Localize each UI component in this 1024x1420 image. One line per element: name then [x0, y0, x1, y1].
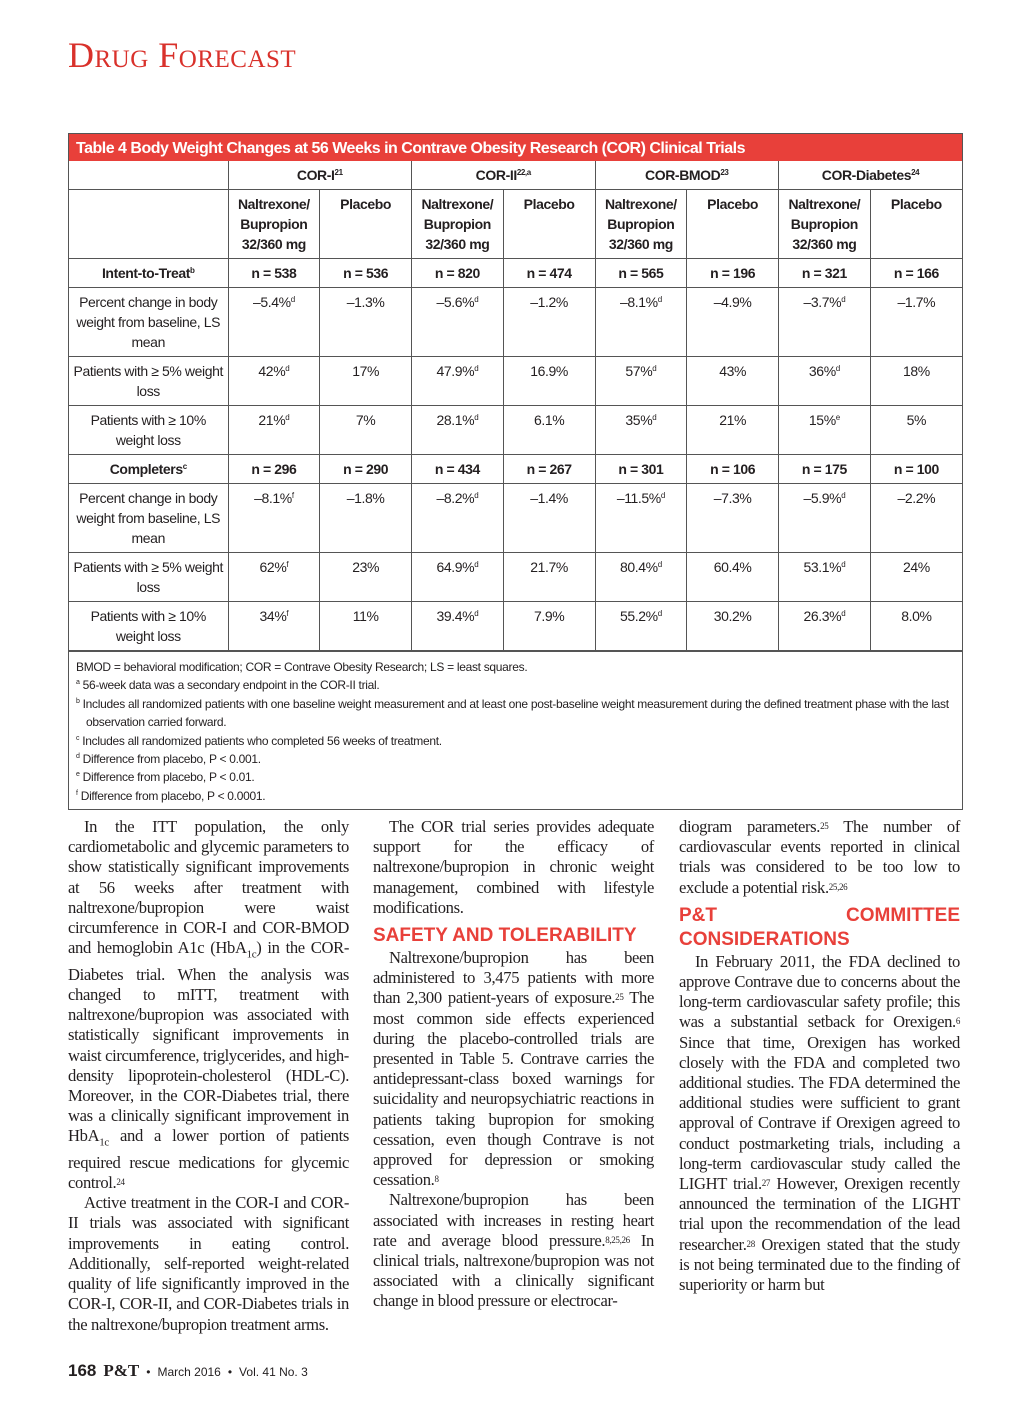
footnote-marker: e — [835, 413, 840, 422]
arm-placebo-header: Placebo — [870, 190, 962, 259]
row-label-text: Patients with ≥ 10% weight loss — [90, 412, 206, 448]
cell-value: –5.4% — [252, 294, 291, 310]
page-number: 168 — [68, 1361, 97, 1380]
table-cell — [503, 288, 595, 357]
table-cell — [779, 288, 871, 357]
footnote-marker: d — [657, 295, 662, 304]
table-cell — [412, 455, 504, 484]
text-run: Orexigen stated that the study is not being terminated due to the finding of superiority or harm but — [679, 1234, 960, 1295]
footnote-marker: d — [474, 609, 479, 618]
arm-line: Naltrexone/ — [421, 196, 494, 212]
text-column-2 — [373, 817, 654, 1312]
table-cell — [595, 455, 687, 484]
table-cell — [779, 553, 871, 602]
cell-value: 15% — [808, 412, 836, 428]
footnote — [76, 787, 955, 805]
text-run: In clinical trials, naltrexone/bupropion was not associated with a clinically significant change in blood pressure or electrocar- — [373, 1230, 654, 1311]
text-run: The COR trial series provides adequate support for the efficacy of naltrexone/bupropion in chronic weight management, combined with lifestyle modifications. — [373, 817, 654, 917]
cell-value: 17% — [352, 363, 380, 379]
table-cell — [595, 484, 687, 553]
table-cell — [320, 484, 412, 553]
text-run: SAFETY AND TOLERABILITY — [373, 925, 637, 947]
table-cell — [779, 357, 871, 406]
cell-value: 30.2% — [713, 608, 752, 624]
table-cell — [412, 553, 504, 602]
footnote-text: Includes all randomized patients who completed 56 weeks of treatment. — [82, 733, 442, 748]
table-cell — [228, 288, 320, 357]
group-header-row — [69, 161, 962, 190]
arm-line: Naltrexone/ — [237, 196, 310, 212]
table-cell — [412, 484, 504, 553]
table-cell — [503, 455, 595, 484]
footnote-marker: d — [474, 491, 479, 500]
footnote — [76, 732, 955, 750]
table-cell — [595, 259, 687, 288]
footnote-marker: 24 — [911, 168, 920, 177]
text-run: In the ITT population, the only cardiometabolic and glycemic parameters to show statistically significant improvements at 56 weeks after treatment with naltrexone/bupropion were waist circumference in COR-I and COR-BMOD and hemoglobin A1c (HbA — [68, 817, 349, 958]
arm-line: 32/360 mg — [241, 236, 306, 252]
footnote-marker: b — [190, 266, 195, 275]
footnote-marker: c — [182, 462, 187, 471]
table-cell — [228, 455, 320, 484]
footnote-marker: 23 — [720, 168, 729, 177]
subscript: 1c — [99, 1136, 109, 1149]
cell-value: 80.4% — [619, 559, 658, 575]
text-column-1 — [68, 817, 349, 1335]
footnote-text: Difference from placebo, P < 0.01. — [82, 770, 255, 785]
footnote-marker: f — [286, 609, 289, 618]
citation: 24 — [116, 1177, 125, 1188]
citation: 25 — [820, 821, 829, 831]
cell-value: 43% — [719, 363, 747, 379]
cell-value: n = 196 — [710, 265, 756, 281]
footnote-marker: f — [76, 789, 78, 797]
citation: 8 — [434, 1174, 439, 1185]
running-head: Drug Forecast — [68, 35, 297, 75]
table-cell — [320, 553, 412, 602]
arm-placebo-header: Placebo — [503, 190, 595, 259]
footnote-marker: d — [652, 413, 657, 422]
text-run: diogram parameters. — [679, 817, 821, 836]
row-label — [69, 357, 228, 406]
arm-active-header — [779, 190, 871, 259]
text-run: Naltrexone/bupropion has been administered to 3,475 patients with more than 2,300 patient-years of exposure. — [373, 948, 654, 1008]
table-row — [69, 288, 962, 357]
table-cell — [228, 484, 320, 553]
table-cell — [503, 484, 595, 553]
cell-value: n = 474 — [526, 265, 572, 281]
cell-value: 47.9% — [436, 363, 475, 379]
table-row — [69, 602, 962, 651]
table-cell — [870, 553, 962, 602]
arm-line: 32/360 mg — [792, 236, 857, 252]
cell-value: –1.8% — [346, 490, 385, 506]
cell-value: n = 175 — [801, 461, 847, 477]
table-cell — [870, 357, 962, 406]
cell-value: –1.3% — [346, 294, 385, 310]
table-cell — [412, 357, 504, 406]
arm-placebo-header: Placebo — [687, 190, 779, 259]
cell-value: –8.1% — [619, 294, 658, 310]
paragraph — [679, 952, 960, 1295]
cell-value: 21% — [258, 412, 286, 428]
row-label-text: Percent change in body weight from baseline, LS mean — [76, 294, 221, 350]
table-cell — [870, 288, 962, 357]
row-label — [69, 288, 228, 357]
table-cell — [687, 455, 779, 484]
table-cell — [320, 357, 412, 406]
row-label-text: Percent change in body weight from baseline, LS mean — [76, 490, 221, 546]
footnote-marker: d — [652, 364, 657, 373]
table-cell — [320, 288, 412, 357]
trial-header — [779, 161, 963, 190]
paragraph — [68, 817, 349, 1193]
journal-logo: P&T — [103, 1361, 140, 1380]
table-cell — [870, 455, 962, 484]
arm-line: Bupropion — [423, 216, 491, 232]
table-cell — [412, 259, 504, 288]
text-run: P&T COMMITTEE CONSIDERATIONS — [679, 904, 960, 950]
footnote-marker: d — [660, 491, 665, 500]
table-cell — [503, 357, 595, 406]
arm-line: 32/360 mg — [425, 236, 490, 252]
footnote-marker: c — [76, 734, 80, 742]
cell-value: 21.7% — [530, 559, 568, 575]
trial-name: COR-Diabetes — [821, 167, 912, 183]
subscript: 1c — [246, 948, 257, 961]
cell-value: n = 100 — [893, 461, 939, 477]
cell-value: 6.1% — [533, 412, 565, 428]
table-cell — [412, 406, 504, 455]
arm-active-header — [412, 190, 504, 259]
cell-value: 18% — [902, 363, 930, 379]
table-cell — [779, 455, 871, 484]
table-cell — [870, 259, 962, 288]
cell-value: 42% — [258, 363, 286, 379]
table-cell — [228, 602, 320, 651]
table-title: Table 4 Body Weight Changes at 56 Weeks in Contrave Obesity Research (COR) Clinical Trials — [69, 134, 962, 161]
footnote-marker: 22,a — [516, 168, 531, 177]
footnote-marker: d — [290, 295, 295, 304]
table-cell — [503, 553, 595, 602]
empty-cell — [69, 161, 228, 190]
table-row — [69, 357, 962, 406]
table-cell — [595, 602, 687, 651]
bullet: • — [146, 1365, 151, 1379]
table-cell — [687, 259, 779, 288]
row-label-text: Completers — [109, 461, 183, 477]
table-cell — [595, 553, 687, 602]
trial-name: COR-II — [475, 167, 517, 183]
table-cell — [228, 406, 320, 455]
footnote-marker: d — [841, 560, 846, 569]
citation: 6 — [955, 1016, 960, 1027]
table-cell — [320, 602, 412, 651]
cell-value: –3.7% — [803, 294, 842, 310]
footnote-marker: b — [76, 697, 80, 705]
citation: 8,25,26 — [605, 1234, 630, 1245]
cell-value: n = 166 — [893, 265, 939, 281]
cell-value: n = 536 — [343, 265, 389, 281]
cell-value: 11% — [352, 608, 379, 624]
table-cell — [595, 288, 687, 357]
section-heading — [679, 904, 960, 952]
table-cell — [687, 288, 779, 357]
footnote-marker: 21 — [334, 168, 343, 177]
cell-value: –11.5% — [616, 490, 661, 506]
bullet: • — [227, 1365, 233, 1379]
cell-value: –8.1% — [254, 490, 292, 506]
row-label — [69, 259, 228, 288]
empty-cell — [69, 190, 228, 259]
cell-value: 64.9% — [436, 559, 475, 575]
footnote — [76, 768, 955, 786]
footnote-marker: d — [657, 609, 662, 618]
trial-header — [228, 161, 412, 190]
table-cell — [687, 602, 779, 651]
table-footnotes — [69, 651, 962, 809]
citation: 25,26 — [828, 881, 848, 892]
row-label — [69, 406, 228, 455]
row-label — [69, 553, 228, 602]
trial-name: COR-I — [296, 167, 335, 183]
table-row — [69, 553, 962, 602]
arm-active-header — [595, 190, 687, 259]
footnote-marker: d — [474, 364, 479, 373]
row-label — [69, 602, 228, 651]
text-run: The number of cardiovascular events reported in clinical trials was considered to be too low to exclude a potential risk. — [679, 817, 960, 897]
cell-value: n = 301 — [618, 461, 664, 477]
cell-value: 26.3% — [803, 608, 842, 624]
row-label-text: Intent-to-Treat — [101, 265, 191, 281]
trial-header — [412, 161, 596, 190]
footnote-marker: f — [291, 491, 294, 500]
table-cell — [320, 259, 412, 288]
row-label-text: Patients with ≥ 10% weight loss — [90, 608, 206, 644]
arm-line: 32/360 mg — [608, 236, 673, 252]
cell-value: n = 434 — [434, 461, 480, 477]
paragraph — [679, 817, 960, 898]
arm-active-header — [228, 190, 320, 259]
trial-header — [595, 161, 779, 190]
footnote-marker: d — [474, 560, 479, 569]
cell-value: 55.2% — [619, 608, 658, 624]
cell-value: n = 820 — [434, 265, 480, 281]
footnote-text: 56-week data was a secondary endpoint in the COR-II trial. — [82, 678, 380, 693]
cell-value: n = 106 — [710, 461, 756, 477]
footnote-marker: d — [474, 413, 479, 422]
cell-value: –1.4% — [530, 490, 568, 506]
arm-line: Naltrexone/ — [788, 196, 861, 212]
text-run: Active treatment in the COR-I and COR-II trials was associated with significant improvements in eating control. Additionally, self-reported weight-related quality of life significantly improved in the COR-I, COR-II, and COR-Diabetes trials in the naltrexone/bupropion treatment arms. — [68, 1193, 349, 1334]
cell-value: 53.1% — [803, 559, 842, 575]
table-cell — [870, 406, 962, 455]
cell-value: 35% — [625, 412, 653, 428]
cell-value: n = 538 — [251, 265, 297, 281]
arm-placebo-header: Placebo — [320, 190, 412, 259]
text-run: In February 2011, the FDA declined to approve Contrave due to concerns about the long-term cardiovascular safety profile; this was a substantial setback for Orexigen. — [679, 951, 960, 1032]
footnote-marker: f — [286, 560, 289, 569]
table-cell — [870, 484, 962, 553]
cell-value: n = 321 — [801, 265, 847, 281]
cell-value: 21% — [719, 412, 747, 428]
footnote — [76, 676, 955, 694]
cell-value: 8.0% — [901, 608, 932, 624]
table-cell — [779, 602, 871, 651]
cell-value: 57% — [625, 363, 653, 379]
footnote-marker: d — [841, 295, 846, 304]
table-cell — [687, 357, 779, 406]
table-cell — [779, 259, 871, 288]
cell-value: –1.7% — [897, 294, 936, 310]
arm-line: Bupropion — [607, 216, 675, 232]
cell-value: 16.9% — [530, 363, 568, 379]
footnote-marker: d — [835, 364, 840, 373]
footnote — [76, 750, 955, 768]
table-cell — [412, 602, 504, 651]
table-cell — [320, 406, 412, 455]
table-cell — [228, 357, 320, 406]
cell-value: 34% — [259, 608, 287, 624]
text-run: and a lower portion of patients required rescue medications for glycemic control. — [68, 1126, 349, 1193]
table-cell — [687, 406, 779, 455]
text-run: ) in the COR-Diabetes trial. When the analysis was changed to mITT, treatment with naltrexone/bupropion was associated with statistically significant improvements in waist circumference, triglycerides, and high-density lipoprotein-cholesterol (HDL-C). Moreover, in the COR-Diabetes trial, there was a clinically significant improvement in HbA — [68, 938, 349, 1146]
cell-value: 7.9% — [533, 608, 565, 624]
issue-date: March 2016 — [157, 1365, 221, 1379]
table-row — [69, 259, 962, 288]
table-cell — [870, 602, 962, 651]
cell-value: 7% — [355, 412, 376, 428]
table-4 — [68, 133, 963, 810]
citation: 28 — [746, 1238, 755, 1249]
footnote — [76, 695, 955, 732]
table-cell — [320, 455, 412, 484]
footnote-marker: d — [657, 560, 662, 569]
arm-line: Naltrexone/ — [604, 196, 677, 212]
paragraph — [68, 1193, 349, 1334]
cell-value: –8.2% — [436, 490, 475, 506]
data-table — [69, 161, 962, 651]
footnote-marker: e — [76, 771, 80, 779]
table-cell — [595, 357, 687, 406]
cell-value: 24% — [902, 559, 930, 575]
citation: 27 — [761, 1178, 771, 1189]
text-run: The most common side effects experienced during the placebo-controlled trials are presented in Table 5. Contrave carries the antidepressant-class boxed warnings for suicidality and neuropsychiatric reactions in patients taking bupropion for smoking cessation, even though Contrave is not approved for depression or smoking cessation. — [373, 988, 654, 1190]
footnote-marker: d — [841, 491, 846, 500]
table-cell — [412, 288, 504, 357]
footnote-text: Difference from placebo, P < 0.001. — [82, 752, 261, 767]
cell-value: –1.2% — [530, 294, 568, 310]
text-run: Naltrexone/bupropion has been associated with increases in resting heart rate and average blood pressure. — [373, 1190, 654, 1250]
cell-value: 39.4% — [436, 608, 475, 624]
cell-value: –5.6% — [436, 294, 475, 310]
table-cell — [779, 406, 871, 455]
footnote-marker: d — [285, 364, 290, 373]
arm-line: Bupropion — [240, 216, 308, 232]
table-cell — [595, 406, 687, 455]
table-row — [69, 484, 962, 553]
cell-value: 36% — [808, 363, 836, 379]
cell-value: –4.9% — [713, 294, 752, 310]
section-heading — [373, 924, 654, 948]
cell-value: –5.9% — [803, 490, 842, 506]
cell-value: –7.3% — [713, 490, 752, 506]
table-cell — [779, 484, 871, 553]
footnote-text: Includes all randomized patients with one baseline weight measurement and at least one post-baseline weight measurement during the defined treatment phase with the last observation carried forward. — [82, 696, 949, 730]
arm-line: Bupropion — [790, 216, 858, 232]
paragraph — [373, 817, 654, 918]
text-run: Since that time, Orexigen has worked closely with the FDA and completed two additional studies. The FDA determined the additional studies were sufficient to grant approval of Contrave if Orexigen agreed to conduct postmarketing trials, including a long-term cardiovascular study called the LIGHT trial. — [679, 1032, 960, 1194]
cell-value: n = 296 — [251, 461, 297, 477]
table-cell — [228, 553, 320, 602]
table-cell — [687, 484, 779, 553]
row-label-text: Patients with ≥ 5% weight loss — [73, 363, 223, 399]
arm-header-row — [69, 190, 962, 259]
paragraph — [373, 1190, 654, 1311]
footnote-marker: d — [285, 413, 290, 422]
table-cell — [503, 406, 595, 455]
table-row — [69, 455, 962, 484]
text-run: However, Orexigen recently announced the termination of the LIGHT trial upon the recommendation of the lead researcher. — [679, 1174, 960, 1254]
cell-value: n = 565 — [618, 265, 664, 281]
table-cell — [228, 259, 320, 288]
footnote-marker: d — [76, 753, 80, 761]
abbreviations: BMOD = behavioral modification; COR = Contrave Obesity Research; LS = least squares. — [76, 660, 528, 674]
footnote-marker: a — [76, 679, 80, 687]
row-label-text: Patients with ≥ 5% weight loss — [73, 559, 223, 595]
text-column-3 — [679, 817, 960, 1295]
cell-value: n = 290 — [343, 461, 389, 477]
cell-value: 5% — [906, 412, 927, 428]
cell-value: 60.4% — [713, 559, 752, 575]
cell-value: 23% — [352, 559, 380, 575]
row-label — [69, 484, 228, 553]
page-footer — [68, 1361, 308, 1381]
table-row — [69, 406, 962, 455]
volume: Vol. 41 No. 3 — [239, 1365, 308, 1379]
cell-value: 62% — [259, 559, 287, 575]
row-label — [69, 455, 228, 484]
footnote-marker: d — [474, 295, 479, 304]
trial-name: COR-BMOD — [645, 167, 721, 183]
footnote-marker: d — [841, 609, 846, 618]
cell-value: 28.1% — [436, 412, 475, 428]
citation: 25 — [615, 992, 624, 1003]
table-cell — [503, 602, 595, 651]
cell-value: –2.2% — [897, 490, 936, 506]
paragraph — [373, 948, 654, 1190]
footnote-text: Difference from placebo, P < 0.0001. — [80, 788, 266, 803]
table-cell — [687, 553, 779, 602]
table-cell — [503, 259, 595, 288]
cell-value: n = 267 — [526, 461, 572, 477]
